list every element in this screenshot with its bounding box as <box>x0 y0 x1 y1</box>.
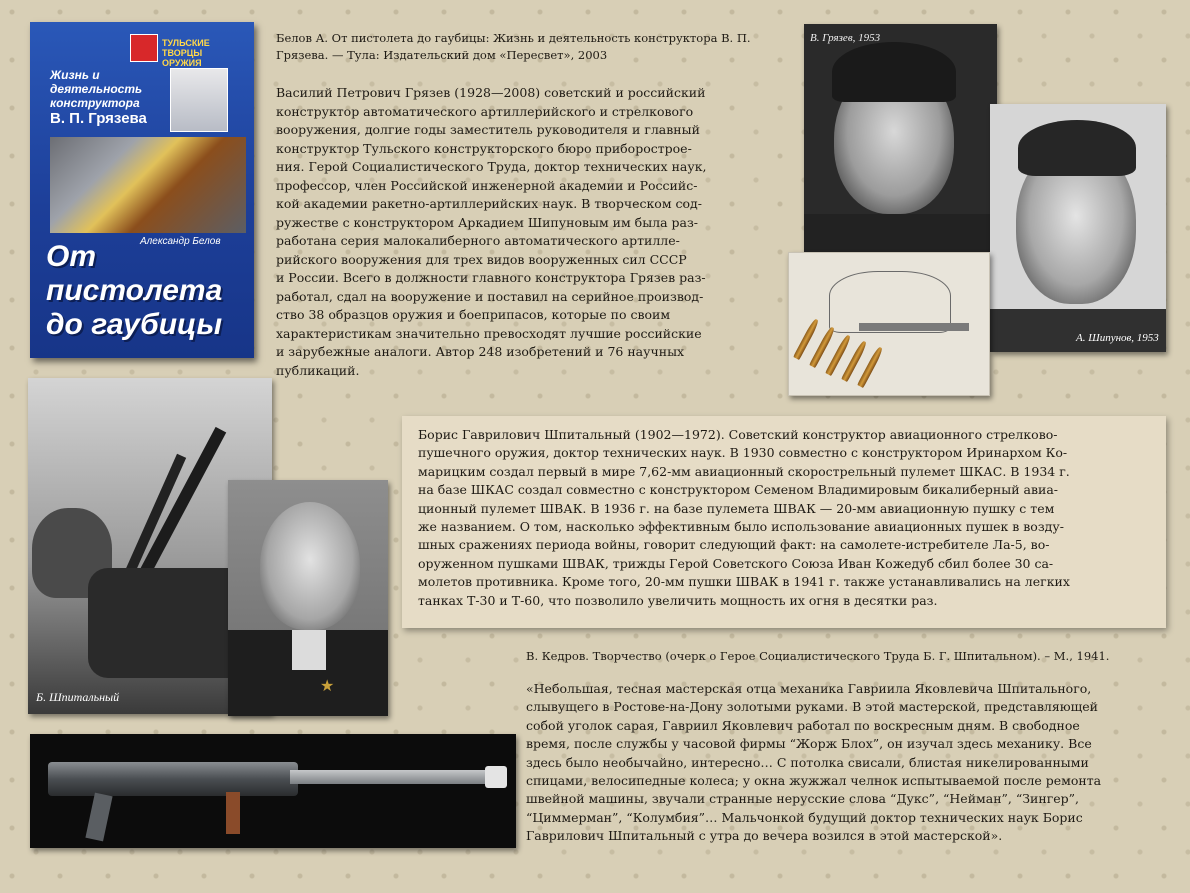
sketch-barrel <box>859 323 969 331</box>
kedrov-quote: «Небольшая, тесная мастерская отца механика Гавриила Яковлевича Шпитального, слывущего в Ростове-на-Дону золотыми руками. В этой мастерской, представляющей собой уголок сарая, Гавриил Яковлевич работал по воскресным дням. В свободное время, после службы у часовой фирмы “Жорж Блох”, он изучал здесь механику. Все здесь было необычайно, интересно… С потолка свисали, блистая никелированными спицами, велосипедные колеса; у окна жужжал челнок испытываемой после ремонта швейной машины, звучали странные нерусские слова “Дукс”, “Нейман”, “Зингер”, “Циммерман”, “Колумбия”… Мальчонкой будущий доктор технических наук Борис Гаврилович Шпитальный с утра до вечера возился в этой мастерской». <box>526 681 1102 844</box>
shpitalny-caption: Б. Шпитальный <box>36 690 120 704</box>
shvak-grip <box>85 793 112 842</box>
book-cover-gun-image <box>50 137 246 233</box>
shvak-handle <box>226 792 240 834</box>
shpitalny-portrait <box>228 480 388 716</box>
gryazev-hair <box>832 42 956 102</box>
book-subtitle: Жизнь и деятельность конструктора <box>50 68 143 110</box>
gryazev-caption: В. Грязев, 1953 <box>810 32 881 44</box>
gryazev-photo <box>804 24 997 266</box>
shvak-gun-photo <box>30 734 516 848</box>
shpitalny-face <box>260 502 360 630</box>
shipunov-hair <box>1018 120 1136 176</box>
shpitalny-biography: Борис Гаврилович Шпитальный (1902—1972). Советский конструктор авиационного стрелково- пушечного оружия, доктор технических наук. В 1930 совместно с конструктором Иринархом Ко- марицким создал первый в мире 7,62-мм авиационный скорострельный пулемет ШКАС. В 1934 г. на базе ШКАС создал совместно с конструктором Семеном Владимировым бикалиберный авиа- ционный пулемет ШВАК. В 1936 г. на базе пулемета ШВАК — 20-мм авиационную пушку с тем же названием. О том, насколько эффективным было использование авиационных пушек в возду- шных сражениях периода войны, говорит следующий факт: на самолете-истребителе Ла-5, во- оруженном пушками ШВАК, трижды Герой Советского Союза Иван Кожедуб сбил более 30 са- молетов противника. Кроме того, 20-мм пушки ШВАК в 1941 г. также устанавливались на легких танках Т-30 и Т-60, что позволило увеличить мощность их огня в десятки раз. <box>418 427 1070 608</box>
shpitalny-shirt <box>292 630 326 670</box>
book-author: Александр Белов <box>140 236 221 247</box>
shipunov-photo <box>990 104 1166 352</box>
series-logo-icon <box>130 34 158 62</box>
book-title: От пистолета до гаубицы <box>46 240 223 341</box>
shvak-receiver <box>48 762 298 796</box>
book-cover <box>30 22 254 358</box>
book-subject-name: В. П. Грязева <box>50 110 147 127</box>
book-series: ТУЛЬСКИЕ ТВОРЦЫ ОРУЖИЯ <box>162 38 210 68</box>
shipunov-coat <box>990 309 1166 352</box>
gryazev-biography: Василий Петрович Грязев (1928—2008) советский и российский конструктор автоматического артиллерийского и стрелкового вооружения, долгие годы заместитель руководителя и главный конструктор Тульского конструкторского бюро приборострое- ния. Герой Социалистического Труда, доктор технических наук, профессор, член Российской инженерной академии и Российс- кой академии ракетно-артиллерийских наук. В творческом сод- ружестве с конструктором Аркадием Шипуновым им была раз- работана серия малокалиберного автоматического артилле- рийского вооружения для трех видов вооруженных сил СССР и России. Всего в должности главного конструктора Грязев раз- работал, сдал на вооружение и поставил на серийное производ- ство 38 образцов оружия и боеприпасов, которые по своим характеристикам значительно превосходят лучшие российские и зарубежные аналоги. Автор 248 изобретений и 76 научных публикаций. <box>276 85 707 378</box>
shvak-muzzle <box>485 766 507 788</box>
shvak-barrel <box>290 770 500 784</box>
gunner-sketch-with-cartridges <box>788 252 990 396</box>
citation-belov: Белов А. От пистолета до гаубицы: Жизнь и деятельность конструктора В. П. Грязева. — Тула: Издательский дом «Пересвет», 2003 <box>276 31 751 62</box>
shpitalny-info-box <box>402 416 1166 628</box>
shipunov-caption: А. Шипунов, 1953 <box>1076 332 1159 344</box>
hero-star-medal-icon: ★ <box>320 676 335 695</box>
citation-kedrov: В. Кедров. Творчество (очерк о Герое Социалистического Труда Б. Г. Шпитальном). – М., 1941. <box>526 649 1110 663</box>
